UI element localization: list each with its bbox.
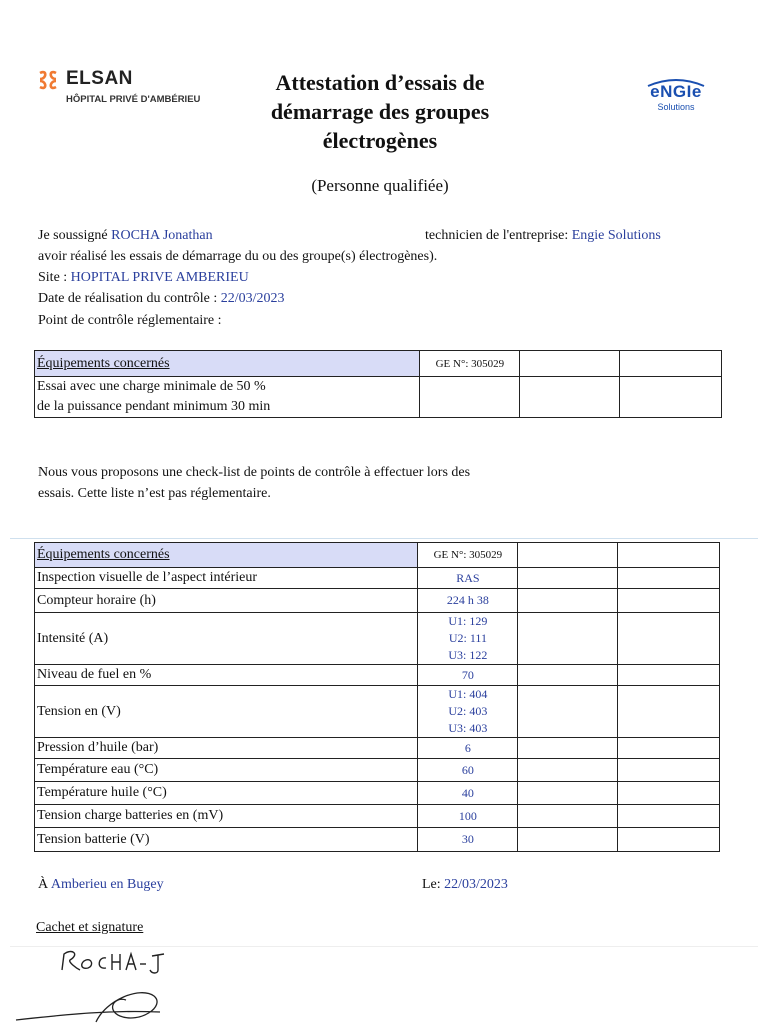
row-value-stack <box>418 613 518 665</box>
engie-subtitle: Solutions <box>657 102 695 112</box>
elsan-logo <box>36 68 236 112</box>
place-label: À <box>38 877 49 892</box>
control-date-value: 22/03/2023 <box>220 291 285 306</box>
undersigned-name: ROCHA Jonathan <box>111 228 213 243</box>
empty-cell <box>518 782 618 805</box>
footer-date-label: Le: <box>422 877 441 892</box>
footer-date-line <box>422 877 508 893</box>
empty-cell <box>618 568 720 589</box>
title-line-3: électrogènes <box>322 128 438 153</box>
checklist-intro-line-2: essais. Cette liste n’est pas réglementaire. <box>38 486 271 501</box>
row-value-stack <box>418 686 518 738</box>
engie-logo <box>640 76 712 116</box>
empty-cell <box>618 782 720 805</box>
title-line-2: démarrage des groupes <box>270 99 490 124</box>
ge-number-header: GE N°: 305029 <box>418 543 518 568</box>
tests-performed-line: avoir réalisé les essais de démarrage du ou des groupe(s) électrogènes). <box>38 249 438 264</box>
table-header-row <box>35 351 722 377</box>
table-row <box>35 589 720 613</box>
empty-cell <box>518 589 618 613</box>
row-label: Compteur horaire (h) <box>35 589 418 613</box>
phase-value: U3: 122 <box>448 648 488 662</box>
empty-cell <box>518 805 618 828</box>
footer-date-value: 22/03/2023 <box>444 877 508 892</box>
empty-cell <box>620 377 722 418</box>
table-row <box>35 738 720 759</box>
place-value: Amberieu en Bugey <box>50 877 164 892</box>
phase-value: U3: 403 <box>448 721 488 735</box>
row-label: Tension charge batteries en (mV) <box>35 805 418 828</box>
equipment-header: Équipements concernés <box>35 351 420 377</box>
empty-cell <box>518 613 618 665</box>
table-row <box>35 568 720 589</box>
table-row <box>35 377 722 418</box>
row-value: RAS <box>418 568 518 589</box>
empty-cell <box>518 738 618 759</box>
empty-cell <box>420 377 520 418</box>
empty-cell <box>618 543 720 568</box>
empty-cell <box>518 543 618 568</box>
row-value: 60 <box>418 759 518 782</box>
undersigned-line <box>38 228 213 244</box>
checklist-intro-line-1: Nous vous proposons une check-list de points de contrôle à effectuer lors des <box>38 465 471 480</box>
site-label: Site : <box>38 270 68 285</box>
site-value: HOPITAL PRIVE AMBERIEU <box>70 270 249 285</box>
table-row <box>35 686 720 738</box>
empty-cell <box>518 828 618 852</box>
undersigned-label: Je soussigné <box>38 228 108 243</box>
checkpoint-label: Point de contrôle réglementaire : <box>38 313 222 328</box>
load-test-label <box>35 377 420 418</box>
empty-cell <box>618 805 720 828</box>
regulatory-test-table <box>34 350 722 418</box>
elsan-mark-icon <box>36 68 60 92</box>
empty-cell <box>520 377 620 418</box>
table-row <box>35 805 720 828</box>
empty-cell <box>618 686 720 738</box>
phase-value: U2: 111 <box>448 631 487 645</box>
row-label: Température huile (°C) <box>35 782 418 805</box>
title-line-1: Attestation d’essais de <box>275 70 485 95</box>
table-row <box>35 828 720 852</box>
empty-cell <box>518 665 618 686</box>
table-header-row <box>35 543 720 568</box>
table-row <box>35 665 720 686</box>
empty-cell <box>618 828 720 852</box>
checklist-table <box>34 542 720 852</box>
row-label: Tension en (V) <box>35 686 418 738</box>
empty-cell <box>618 613 720 665</box>
engie-name: eNGIe <box>650 82 702 101</box>
row-label: Tension batterie (V) <box>35 828 418 852</box>
empty-cell <box>620 351 722 377</box>
empty-cell <box>618 759 720 782</box>
table-row <box>35 759 720 782</box>
row-value: 100 <box>418 805 518 828</box>
document-subtitle: (Personne qualifiée) <box>311 176 449 195</box>
technician-line <box>425 228 661 244</box>
empty-cell <box>518 759 618 782</box>
site-line <box>38 270 249 286</box>
row-value: 224 h 38 <box>418 589 518 613</box>
stamp-signature-label: Cachet et signature <box>36 920 144 935</box>
place-line <box>38 877 164 893</box>
empty-cell <box>518 686 618 738</box>
empty-cell <box>520 351 620 377</box>
scan-divider <box>10 538 758 539</box>
technician-label: technicien de l'entreprise: <box>425 228 569 243</box>
table-row <box>35 782 720 805</box>
phase-value: U2: 403 <box>448 704 488 718</box>
phase-value: U1: 404 <box>448 687 488 701</box>
empty-cell <box>618 665 720 686</box>
load-test-line-1: Essai avec une charge minimale de 50 % <box>37 379 266 394</box>
empty-cell <box>618 738 720 759</box>
handwritten-signature <box>10 940 210 1024</box>
row-label: Intensité (A) <box>35 613 418 665</box>
company-name: Engie Solutions <box>571 228 661 243</box>
checklist-intro <box>38 462 470 504</box>
elsan-name: ELSAN <box>66 68 133 89</box>
row-label: Niveau de fuel en % <box>35 665 418 686</box>
control-date-line <box>38 291 285 307</box>
row-value: 70 <box>418 665 518 686</box>
empty-cell <box>518 568 618 589</box>
phase-value: U1: 129 <box>448 614 488 628</box>
row-value: 30 <box>418 828 518 852</box>
row-label: Température eau (°C) <box>35 759 418 782</box>
document-title <box>240 68 520 155</box>
row-label: Inspection visuelle de l’aspect intérieur <box>35 568 418 589</box>
load-test-line-2: de la puissance pendant minimum 30 min <box>37 399 271 414</box>
elsan-subtitle: HÔPITAL PRIVÉ D'AMBÉRIEU <box>66 94 201 105</box>
equipment-header: Équipements concernés <box>35 543 418 568</box>
row-label: Pression d’huile (bar) <box>35 738 418 759</box>
row-value: 40 <box>418 782 518 805</box>
ge-number-header: GE N°: 305029 <box>420 351 520 377</box>
empty-cell <box>618 589 720 613</box>
table-row <box>35 613 720 665</box>
row-value: 6 <box>418 738 518 759</box>
control-date-label: Date de réalisation du contrôle : <box>38 291 218 306</box>
